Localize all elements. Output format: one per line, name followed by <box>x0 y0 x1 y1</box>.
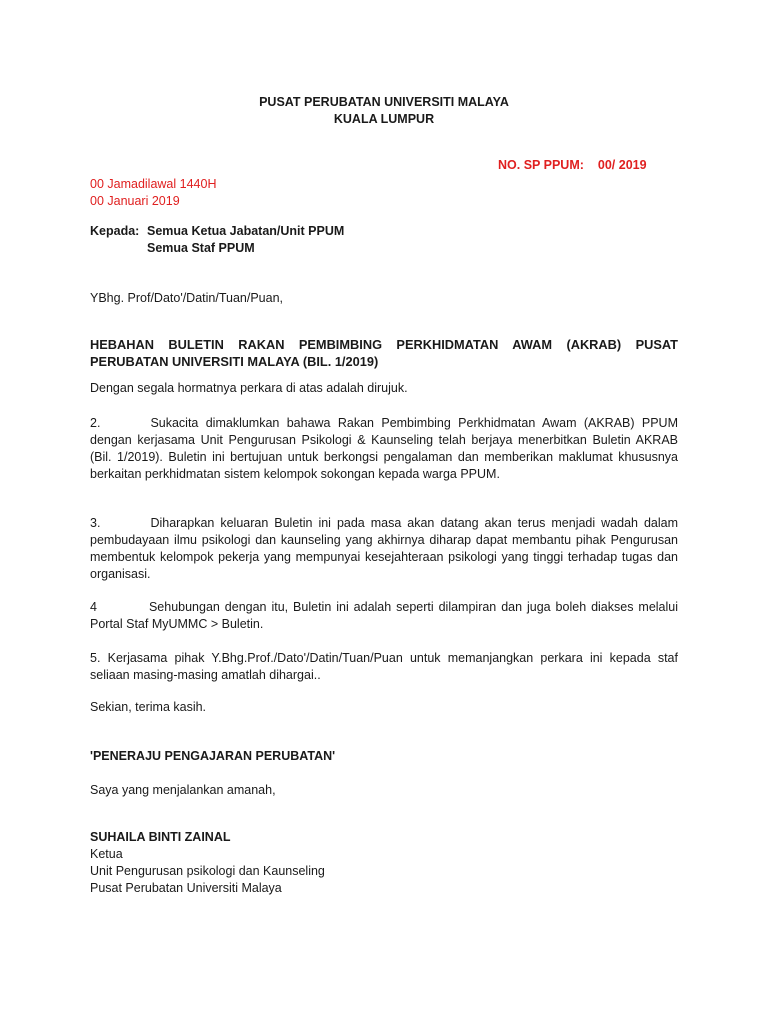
letterhead-city: KUALA LUMPUR <box>333 112 435 126</box>
paragraph-number: 2. <box>90 416 101 430</box>
paragraph-3 <box>90 515 678 583</box>
paragraph-4 <box>90 599 678 633</box>
recipients <box>90 223 678 257</box>
reference-label: NO. SP PPUM: <box>498 158 584 172</box>
signature-block <box>90 829 678 897</box>
sign-off: Saya yang menjalankan amanah, <box>90 783 276 797</box>
letterhead <box>90 94 678 128</box>
date-hijri: 00 Jamadilawal 1440H <box>90 177 217 191</box>
motto: 'PENERAJU PENGAJARAN PERUBATAN' <box>90 749 336 763</box>
signatory-organization: Pusat Perubatan Universiti Malaya <box>90 881 282 895</box>
paragraph-text: Sehubungan dengan itu, Buletin ini adalah seperti dilampiran dan juga boleh diakses melalui Portal Staf MyUMMC > Buletin. <box>90 600 678 631</box>
letterhead-institution: PUSAT PERUBATAN UNIVERSITI MALAYA <box>259 95 509 109</box>
date-gregorian: 00 Januari 2019 <box>90 194 180 208</box>
paragraph-text: Sukacita dimaklumkan bahawa Rakan Pembimbing Perkhidmatan Awam (AKRAB) PPUM dengan kerjasama Unit Pengurusan Psikologi & Kaunseling telah berjaya menerbitkan Buletin AKRAB (Bil. 1/2019). Buletin ini bertujuan untuk berkongsi pengalaman dan memberikan maklumat khususnya berkaitan perkhidmatan sistem kelompok sokongan kepada warga PPUM. <box>90 416 678 481</box>
paragraph-number: 3. <box>90 516 101 530</box>
recipient-staff: Semua Staf PPUM <box>147 241 255 255</box>
paragraph-number: 4 <box>90 600 97 614</box>
reference-value: 00/ 2019 <box>597 158 647 172</box>
signatory-unit: Unit Pengurusan psikologi dan Kaunseling <box>90 864 325 878</box>
recipient-heads: Semua Ketua Jabatan/Unit PPUM <box>147 224 345 238</box>
letter-dates <box>90 176 678 210</box>
recipients-label: Kepada: <box>90 224 140 238</box>
signatory-title: Ketua <box>90 847 123 861</box>
paragraph-5 <box>90 650 678 684</box>
paragraph-2 <box>90 415 678 483</box>
subject-heading: HEBAHAN BULETIN RAKAN PEMBIMBING PERKHIDMATAN AWAM (AKRAB) PUSAT PERUBATAN UNIVERSITI MALAYA (BIL. 1/2019) <box>90 337 678 369</box>
closing-remark: Sekian, terima kasih. <box>90 700 207 714</box>
paragraph-text: Kerjasama pihak Y.Bhg.Prof./Dato'/Datin/Tuan/Puan untuk memanjangkan perkara ini kepada staf seliaan masing-masing amatlah dihargai.. <box>90 651 678 682</box>
salutation: YBhg. Prof/Dato'/Datin/Tuan/Puan, <box>90 291 284 305</box>
reference-number <box>498 158 647 172</box>
paragraph-text: Diharapkan keluaran Buletin ini pada masa akan datang akan terus menjadi wadah dalam pembudayaan ilmu psikologi dan kaunseling yang akhirnya diharap dapat membantu pihak Pengurusan membentuk kelompok pekerja yang mempunyai kesejahteraan psikologi yang tinggi terhadap tugas dan organisasi. <box>90 516 678 581</box>
intro-paragraph: Dengan segala hormatnya perkara di atas adalah dirujuk. <box>90 381 408 395</box>
paragraph-number: 5. <box>90 651 101 665</box>
signatory-name: SUHAILA BINTI ZAINAL <box>90 830 231 844</box>
